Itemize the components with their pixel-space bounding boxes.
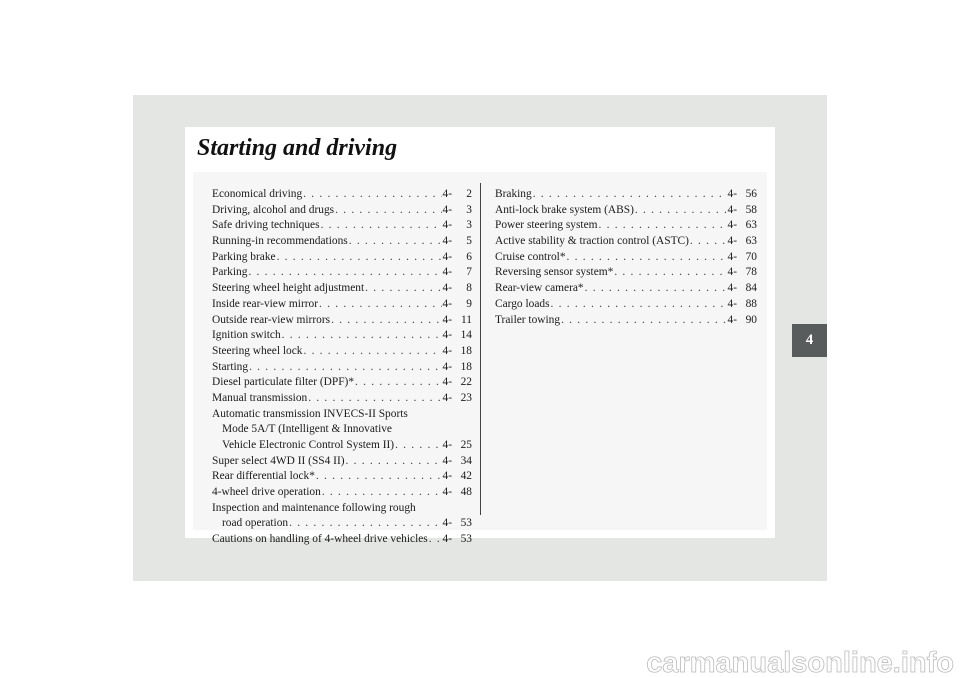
toc-entry[interactable] xyxy=(495,187,757,203)
entry-title: Anti-lock brake system (ABS) xyxy=(495,203,634,216)
toc-entry[interactable] xyxy=(212,344,472,360)
toc-entry[interactable] xyxy=(495,234,757,250)
toc-entry-line xyxy=(212,501,472,517)
entry-chapter: 4- xyxy=(442,391,452,404)
entry-page-number: 9 xyxy=(466,297,472,310)
leader-dots xyxy=(349,234,442,250)
leader-dots xyxy=(319,297,441,313)
entry-page xyxy=(728,187,758,203)
entry-page xyxy=(443,218,473,234)
toc-entry[interactable] xyxy=(212,203,472,219)
entry-title: Rear differential lock* xyxy=(212,470,315,483)
entry-title: road operation xyxy=(222,517,289,530)
entry-page xyxy=(443,234,473,250)
leader-dots xyxy=(249,360,441,376)
toc-entry[interactable] xyxy=(212,391,472,407)
toc-entry[interactable] xyxy=(212,313,472,329)
entry-title: Driving, alcohol and drugs xyxy=(212,203,335,216)
toc-entry[interactable] xyxy=(212,265,472,281)
toc-entry[interactable] xyxy=(212,187,472,203)
toc-entry[interactable] xyxy=(212,360,472,376)
entry-page-number: 63 xyxy=(745,219,757,232)
entry-page-number: 88 xyxy=(745,297,757,310)
leader-dots xyxy=(248,265,441,281)
leader-dots xyxy=(316,469,442,485)
entry-page xyxy=(443,265,473,281)
leader-dots xyxy=(335,203,441,219)
leader-dots xyxy=(346,454,442,470)
toc-entry[interactable] xyxy=(495,281,757,297)
entry-chapter: 4- xyxy=(727,219,737,232)
toc-entry[interactable] xyxy=(212,218,472,234)
entry-title: Manual transmission xyxy=(212,391,308,404)
entry-page xyxy=(443,328,473,344)
entry-page xyxy=(728,265,758,281)
entry-chapter: 4- xyxy=(442,486,452,499)
chapter-title: Starting and driving xyxy=(197,135,398,161)
leader-dots xyxy=(303,187,441,203)
leader-dots xyxy=(322,485,442,501)
entry-title: Parking brake xyxy=(212,250,276,263)
entry-title: Power steering system xyxy=(495,219,598,232)
toc-entry[interactable] xyxy=(495,218,757,234)
entry-page-number: 3 xyxy=(466,219,472,232)
toc-entry[interactable] xyxy=(495,265,757,281)
entry-page-number: 53 xyxy=(460,517,472,530)
entry-page-number: 5 xyxy=(466,235,472,248)
entry-title: Trailer towing xyxy=(495,313,561,326)
toc-entry[interactable] xyxy=(212,485,472,501)
leader-dots xyxy=(533,187,727,203)
entry-title: Super select 4WD II (SS4 II) xyxy=(212,454,345,467)
entry-title: Cargo loads xyxy=(495,297,550,310)
entry-page-number: 25 xyxy=(460,439,472,451)
leader-dots xyxy=(567,250,727,266)
entry-chapter: 4- xyxy=(442,266,452,279)
entry-title: Running-in recommendations xyxy=(212,235,348,248)
entry-chapter: 4- xyxy=(442,470,452,483)
entry-title: Mode 5A/T (Intelligent & Innovative xyxy=(222,423,392,436)
leader-dots xyxy=(289,516,441,532)
entry-page xyxy=(443,516,473,532)
entry-page xyxy=(443,375,473,391)
chapter-tab-number: 4 xyxy=(805,332,814,348)
entry-page xyxy=(443,281,473,297)
entry-page xyxy=(728,250,758,266)
toc-entry[interactable] xyxy=(212,438,472,454)
leader-dots xyxy=(277,250,442,266)
entry-page xyxy=(728,297,758,313)
entry-page xyxy=(443,438,473,454)
leader-dots xyxy=(331,313,441,329)
leader-dots xyxy=(282,328,442,344)
entry-chapter: 4- xyxy=(442,344,452,357)
entry-chapter: 4- xyxy=(442,533,452,546)
toc-left-column xyxy=(212,187,472,548)
leader-dots xyxy=(303,344,441,360)
entry-page xyxy=(443,313,473,329)
entry-page xyxy=(728,234,758,250)
entry-page-number: 70 xyxy=(745,250,757,263)
entry-title: Steering wheel height adjustment xyxy=(212,282,365,295)
entry-page-number: 90 xyxy=(745,313,757,326)
entry-title: Diesel particulate filter (DPF)* xyxy=(212,376,355,389)
entry-chapter: 4- xyxy=(442,297,452,310)
toc-entry[interactable] xyxy=(212,454,472,470)
leader-dots xyxy=(365,281,441,297)
entry-title: Parking xyxy=(212,266,248,279)
entry-chapter: 4- xyxy=(442,329,452,342)
entry-page xyxy=(443,485,473,501)
entry-page-number: 11 xyxy=(461,313,472,326)
entry-title: Safe driving techniques xyxy=(212,219,320,232)
entry-page-number: 22 xyxy=(460,376,472,389)
entry-title: Starting xyxy=(212,360,249,373)
entry-chapter: 4- xyxy=(442,203,452,216)
entry-page-number: 53 xyxy=(460,533,472,546)
leader-dots xyxy=(635,203,727,219)
entry-chapter: 4- xyxy=(727,266,737,279)
entry-page-number: 18 xyxy=(460,360,472,373)
leader-dots xyxy=(690,234,727,250)
toc-entry[interactable] xyxy=(212,328,472,344)
entry-chapter: 4- xyxy=(442,282,452,295)
entry-title: Automatic transmission INVECS-II Sports xyxy=(212,407,408,420)
entry-chapter: 4- xyxy=(442,235,452,248)
entry-page xyxy=(728,218,758,234)
leader-dots xyxy=(308,391,441,407)
leader-dots xyxy=(321,218,442,234)
leader-dots xyxy=(614,265,726,281)
entry-page xyxy=(443,344,473,360)
leader-dots xyxy=(355,375,441,391)
entry-page-number: 34 xyxy=(460,454,472,467)
entry-page-number: 6 xyxy=(466,250,472,263)
entry-page-number: 78 xyxy=(745,266,757,279)
entry-page-number: 2 xyxy=(466,188,472,200)
entry-page xyxy=(443,532,473,548)
entry-chapter: 4- xyxy=(727,188,737,200)
entry-title: Reversing sensor system* xyxy=(495,266,614,279)
entry-title: Inspection and maintenance following rough xyxy=(212,501,416,514)
entry-page xyxy=(443,391,473,407)
entry-chapter: 4- xyxy=(727,282,737,295)
entry-page-number: 42 xyxy=(460,470,472,483)
toc-entry[interactable] xyxy=(495,250,757,266)
toc-entry[interactable] xyxy=(212,281,472,297)
entry-chapter: 4- xyxy=(442,454,452,467)
entry-title: Cruise control* xyxy=(495,250,566,263)
entry-page-number: 3 xyxy=(466,203,472,216)
leader-dots xyxy=(599,218,727,234)
entry-chapter: 4- xyxy=(442,219,452,232)
entry-title: Economical driving xyxy=(212,188,303,200)
toc-entry[interactable] xyxy=(212,250,472,266)
leader-dots xyxy=(561,313,726,329)
entry-title: Outside rear-view mirrors xyxy=(212,313,331,326)
entry-chapter: 4- xyxy=(442,250,452,263)
entry-title: Vehicle Electronic Control System II) xyxy=(222,439,395,451)
entry-page xyxy=(728,313,758,329)
entry-title: 4-wheel drive operation xyxy=(212,486,321,499)
leader-dots xyxy=(585,281,727,297)
toc-entry[interactable] xyxy=(212,532,472,548)
entry-page-number: 8 xyxy=(466,282,472,295)
entry-title: Active stability & traction control (ASTC) xyxy=(495,235,689,248)
entry-chapter: 4- xyxy=(727,203,737,216)
leader-dots xyxy=(429,532,442,548)
entry-title: Steering wheel lock xyxy=(212,344,303,357)
entry-chapter: 4- xyxy=(442,360,452,373)
entry-page-number: 84 xyxy=(745,282,757,295)
entry-page xyxy=(443,469,473,485)
entry-page xyxy=(443,250,473,266)
entry-page xyxy=(728,203,758,219)
toc-entry-line xyxy=(212,407,472,423)
entry-page xyxy=(443,360,473,376)
entry-page-number: 63 xyxy=(745,235,757,248)
toc-entry[interactable] xyxy=(212,516,472,532)
entry-page xyxy=(443,187,473,203)
toc-entry[interactable] xyxy=(495,203,757,219)
column-divider xyxy=(480,183,481,515)
entry-chapter: 4- xyxy=(727,297,737,310)
leader-dots xyxy=(395,438,441,454)
entry-page-number: 7 xyxy=(466,266,472,279)
entry-title: Rear-view camera* xyxy=(495,282,584,295)
entry-chapter: 4- xyxy=(442,376,452,389)
toc-entry[interactable] xyxy=(212,375,472,391)
entry-page-number: 48 xyxy=(460,486,472,499)
toc-entry[interactable] xyxy=(212,469,472,485)
entry-title: Inside rear-view mirror xyxy=(212,297,319,310)
entry-chapter: 4- xyxy=(442,439,452,451)
entry-chapter: 4- xyxy=(442,313,452,326)
entry-chapter: 4- xyxy=(727,313,737,326)
toc-right-column xyxy=(495,187,757,328)
entry-chapter: 4- xyxy=(442,517,452,530)
entry-page-number: 23 xyxy=(460,391,472,404)
entry-page-number: 58 xyxy=(745,203,757,216)
entry-title: Braking xyxy=(495,188,532,200)
entry-chapter: 4- xyxy=(727,250,737,263)
toc-entry[interactable] xyxy=(495,313,757,329)
entry-page xyxy=(443,454,473,470)
toc-entry[interactable] xyxy=(212,297,472,313)
entry-title: Cautions on handling of 4-wheel drive vehicles xyxy=(212,533,428,546)
entry-title: Ignition switch xyxy=(212,329,281,342)
chapter-tab[interactable] xyxy=(792,324,827,357)
toc-entry[interactable] xyxy=(495,297,757,313)
entry-chapter: 4- xyxy=(727,235,737,248)
toc-entry[interactable] xyxy=(212,234,472,250)
leader-dots xyxy=(551,297,727,313)
toc-entry-line xyxy=(212,422,472,438)
entry-page xyxy=(443,203,473,219)
entry-page xyxy=(728,281,758,297)
watermark-text: carmanualsonline.info xyxy=(646,647,954,678)
entry-page-number: 14 xyxy=(460,329,472,342)
entry-page xyxy=(443,297,473,313)
entry-page-number: 56 xyxy=(745,188,757,200)
entry-chapter: 4- xyxy=(442,188,452,200)
entry-page-number: 18 xyxy=(460,344,472,357)
